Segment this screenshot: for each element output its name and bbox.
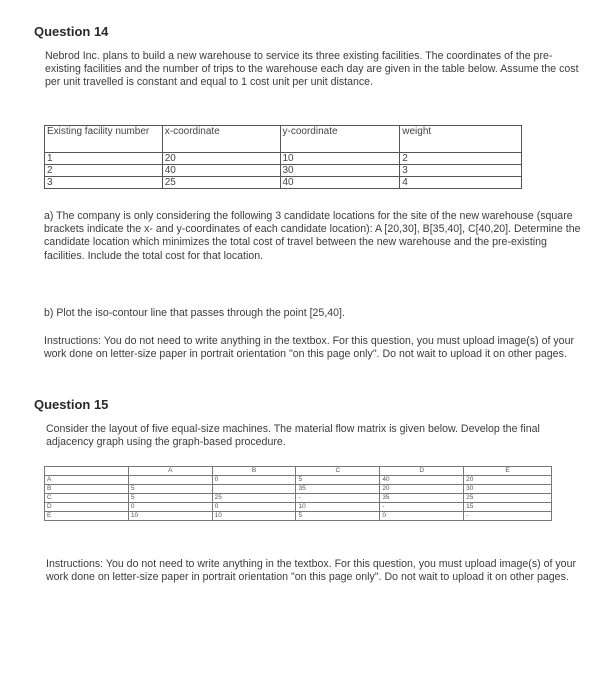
flow-matrix-cell: - [296,494,380,503]
flow-matrix-header [45,467,552,476]
flow-matrix-cell: 5 [296,476,380,485]
facility-table [44,125,522,189]
flow-matrix-row-header: A [45,476,129,485]
flow-matrix-row-header: B [45,485,129,494]
flow-matrix-table [44,466,552,521]
question-14-part-b: b) Plot the iso-contour line that passes through the point [25,40]. [44,307,345,319]
flow-matrix-cell: 5 [128,494,212,503]
question-14-part-a: a) The company is only considering the following 3 candidate locations for the site of the new warehouse (square brackets indicate the x- and y-coordinates of each candidate location): A [20,30], B[35,40], C[40,20]. Determine the candidate location which minimizes the total cost of travel between the new warehouse and the pre-existing facilities. Include the total cost for that location. [44,210,581,262]
flow-matrix-cell: 0 [380,512,464,521]
facility-header-x: x-coordinate [162,126,280,153]
flow-matrix-cell: 25 [212,494,296,503]
flow-matrix-row [45,512,552,521]
facility-table-header [45,126,522,153]
flow-matrix-cell: 0 [212,503,296,512]
flow-matrix-row [45,485,552,494]
flow-matrix-cell: 20 [464,476,552,485]
facility-weight: 3 [400,165,522,177]
facility-y: 10 [280,153,400,165]
question-14-intro: Nebrod Inc. plans to build a new warehouse to service its three existing facilities. The coordinates of the pre-existing facilities and the number of trips to the warehouse each day are given in the table below. Assume the cost per unit travelled is constant and equal to 1 cost unit per unit distance. [45,50,579,89]
question-14-instructions: Instructions: You do not need to write anything in the textbox. For this question, you must upload image(s) of your work done on letter-size paper in portrait orientation "on this page only". Do not wait to upload it on other pages. [44,335,574,361]
flow-matrix-col-header: C [296,467,380,476]
question-15-title: Question 15 [34,397,109,412]
facility-header-weight: weight [400,126,522,153]
question-15-instructions: Instructions: You do not need to write anything in the textbox. For this question, you must upload image(s) of your work done on letter-size paper in portrait orientation "on this page only". Do not wait to upload it on other pages. [46,558,576,584]
flow-matrix-cell: 30 [464,485,552,494]
facility-header-number: Existing facility number [45,126,163,153]
flow-matrix-corner [45,467,129,476]
facility-number: 2 [45,165,163,177]
flow-matrix-col-header: B [212,467,296,476]
question-15-intro: Consider the layout of five equal-size machines. The material flow matrix is given below. Develop the final adjacency graph using the graph-based procedure. [46,423,540,449]
flow-matrix-cell: 40 [380,476,464,485]
facility-number: 1 [45,153,163,165]
flow-matrix-cell: 20 [380,485,464,494]
facility-weight: 4 [400,177,522,189]
flow-matrix-cell: 35 [296,485,380,494]
flow-matrix-cell: 5 [128,485,212,494]
flow-matrix-cell: 10 [212,512,296,521]
flow-matrix-cell: 10 [296,503,380,512]
facility-x: 20 [162,153,280,165]
question-14-title: Question 14 [34,24,109,39]
facility-table-row [45,165,522,177]
flow-matrix-cell: 0 [212,476,296,485]
flow-matrix-row [45,503,552,512]
flow-matrix-row [45,494,552,503]
flow-matrix-cell: 15 [464,503,552,512]
facility-x: 40 [162,165,280,177]
flow-matrix-col-header: E [464,467,552,476]
facility-x: 25 [162,177,280,189]
flow-matrix-row-header: C [45,494,129,503]
flow-matrix-cell: 35 [380,494,464,503]
flow-matrix-cell: 5 [296,512,380,521]
flow-matrix-cell: - [380,503,464,512]
facility-y: 40 [280,177,400,189]
flow-matrix-cell: 10 [128,512,212,521]
facility-table-row [45,153,522,165]
flow-matrix-col-header: D [380,467,464,476]
facility-weight: 2 [400,153,522,165]
facility-y: 30 [280,165,400,177]
flow-matrix-row [45,476,552,485]
flow-matrix-cell: 0 [128,503,212,512]
facility-header-y: y-coordinate [280,126,400,153]
facility-table-row [45,177,522,189]
flow-matrix-row-header: D [45,503,129,512]
flow-matrix-cell [128,476,212,485]
flow-matrix-row-header: E [45,512,129,521]
flow-matrix-cell: 25 [464,494,552,503]
facility-number: 3 [45,177,163,189]
flow-matrix-cell [212,485,296,494]
flow-matrix-cell: - [464,512,552,521]
flow-matrix-col-header: A [128,467,212,476]
